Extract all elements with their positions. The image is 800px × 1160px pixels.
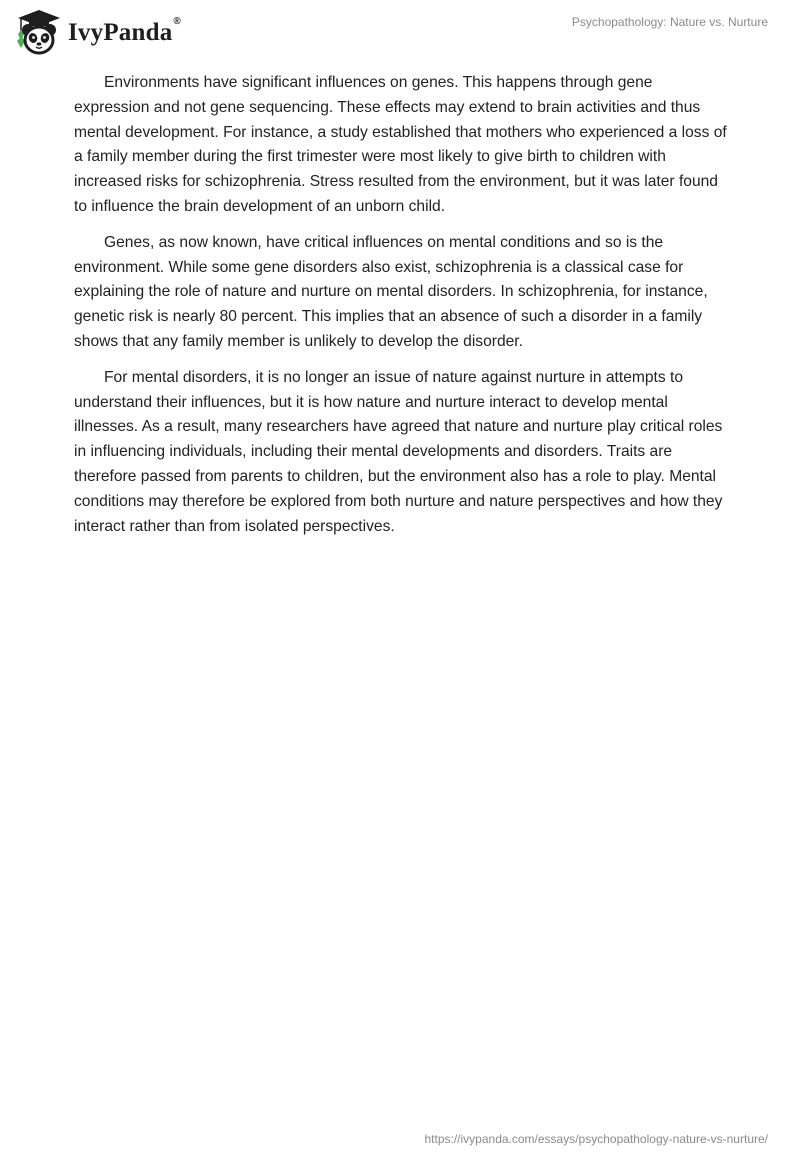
panda-graduate-icon: [14, 8, 64, 56]
essay-body: [74, 71, 728, 550]
running-title: Psychopathology: Nature vs. Nurture: [571, 15, 768, 29]
paragraph-1: Environments have significant influences on genes. This happens through gene expression and not gene sequencing. These effects may extend to brain activities and thus mental development. For instance, a study established that mothers who experienced a loss of a family member during the first trimester were most likely to give birth to children with increased risks for schizophrenia. Stress resulted from the environment, but it was later found to influence the brain development of an unborn child.: [74, 74, 727, 215]
ivypanda-logo[interactable]: [14, 8, 181, 56]
page-header: [0, 0, 800, 70]
logo-text: IvyPanda: [68, 18, 173, 46]
registered-mark: ®: [173, 15, 181, 27]
paragraph-3: For mental disorders, it is no longer an issue of nature against nurture in attempts to understand their influences, but it is how nature and nurture interact to develop mental illnesses. As a result, many researchers have agreed that nature and nurture play critical roles in influencing individuals, including their mental developments and disorders. Traits are therefore passed from parents to children, but the environment also has a role to play. Mental conditions may therefore be explored from both nurture and nature perspectives and how they interact rather than from isolated perspectives.: [74, 368, 723, 535]
logo-wordmark: [68, 15, 181, 46]
paragraph-2: Genes, as now known, have critical influences on mental conditions and so is the environment. While some gene disorders also exist, schizophrenia is a classical case for explaining the role of nature and nurture on mental disorders. In schizophrenia, for instance, genetic risk is nearly 80 percent. This implies that an absence of such a disorder in a family shows that any family member is unlikely to develop the disorder.: [74, 233, 708, 350]
footer-url: https://ivypanda.com/essays/psychopathology-nature-vs-nurture/: [424, 1132, 768, 1146]
